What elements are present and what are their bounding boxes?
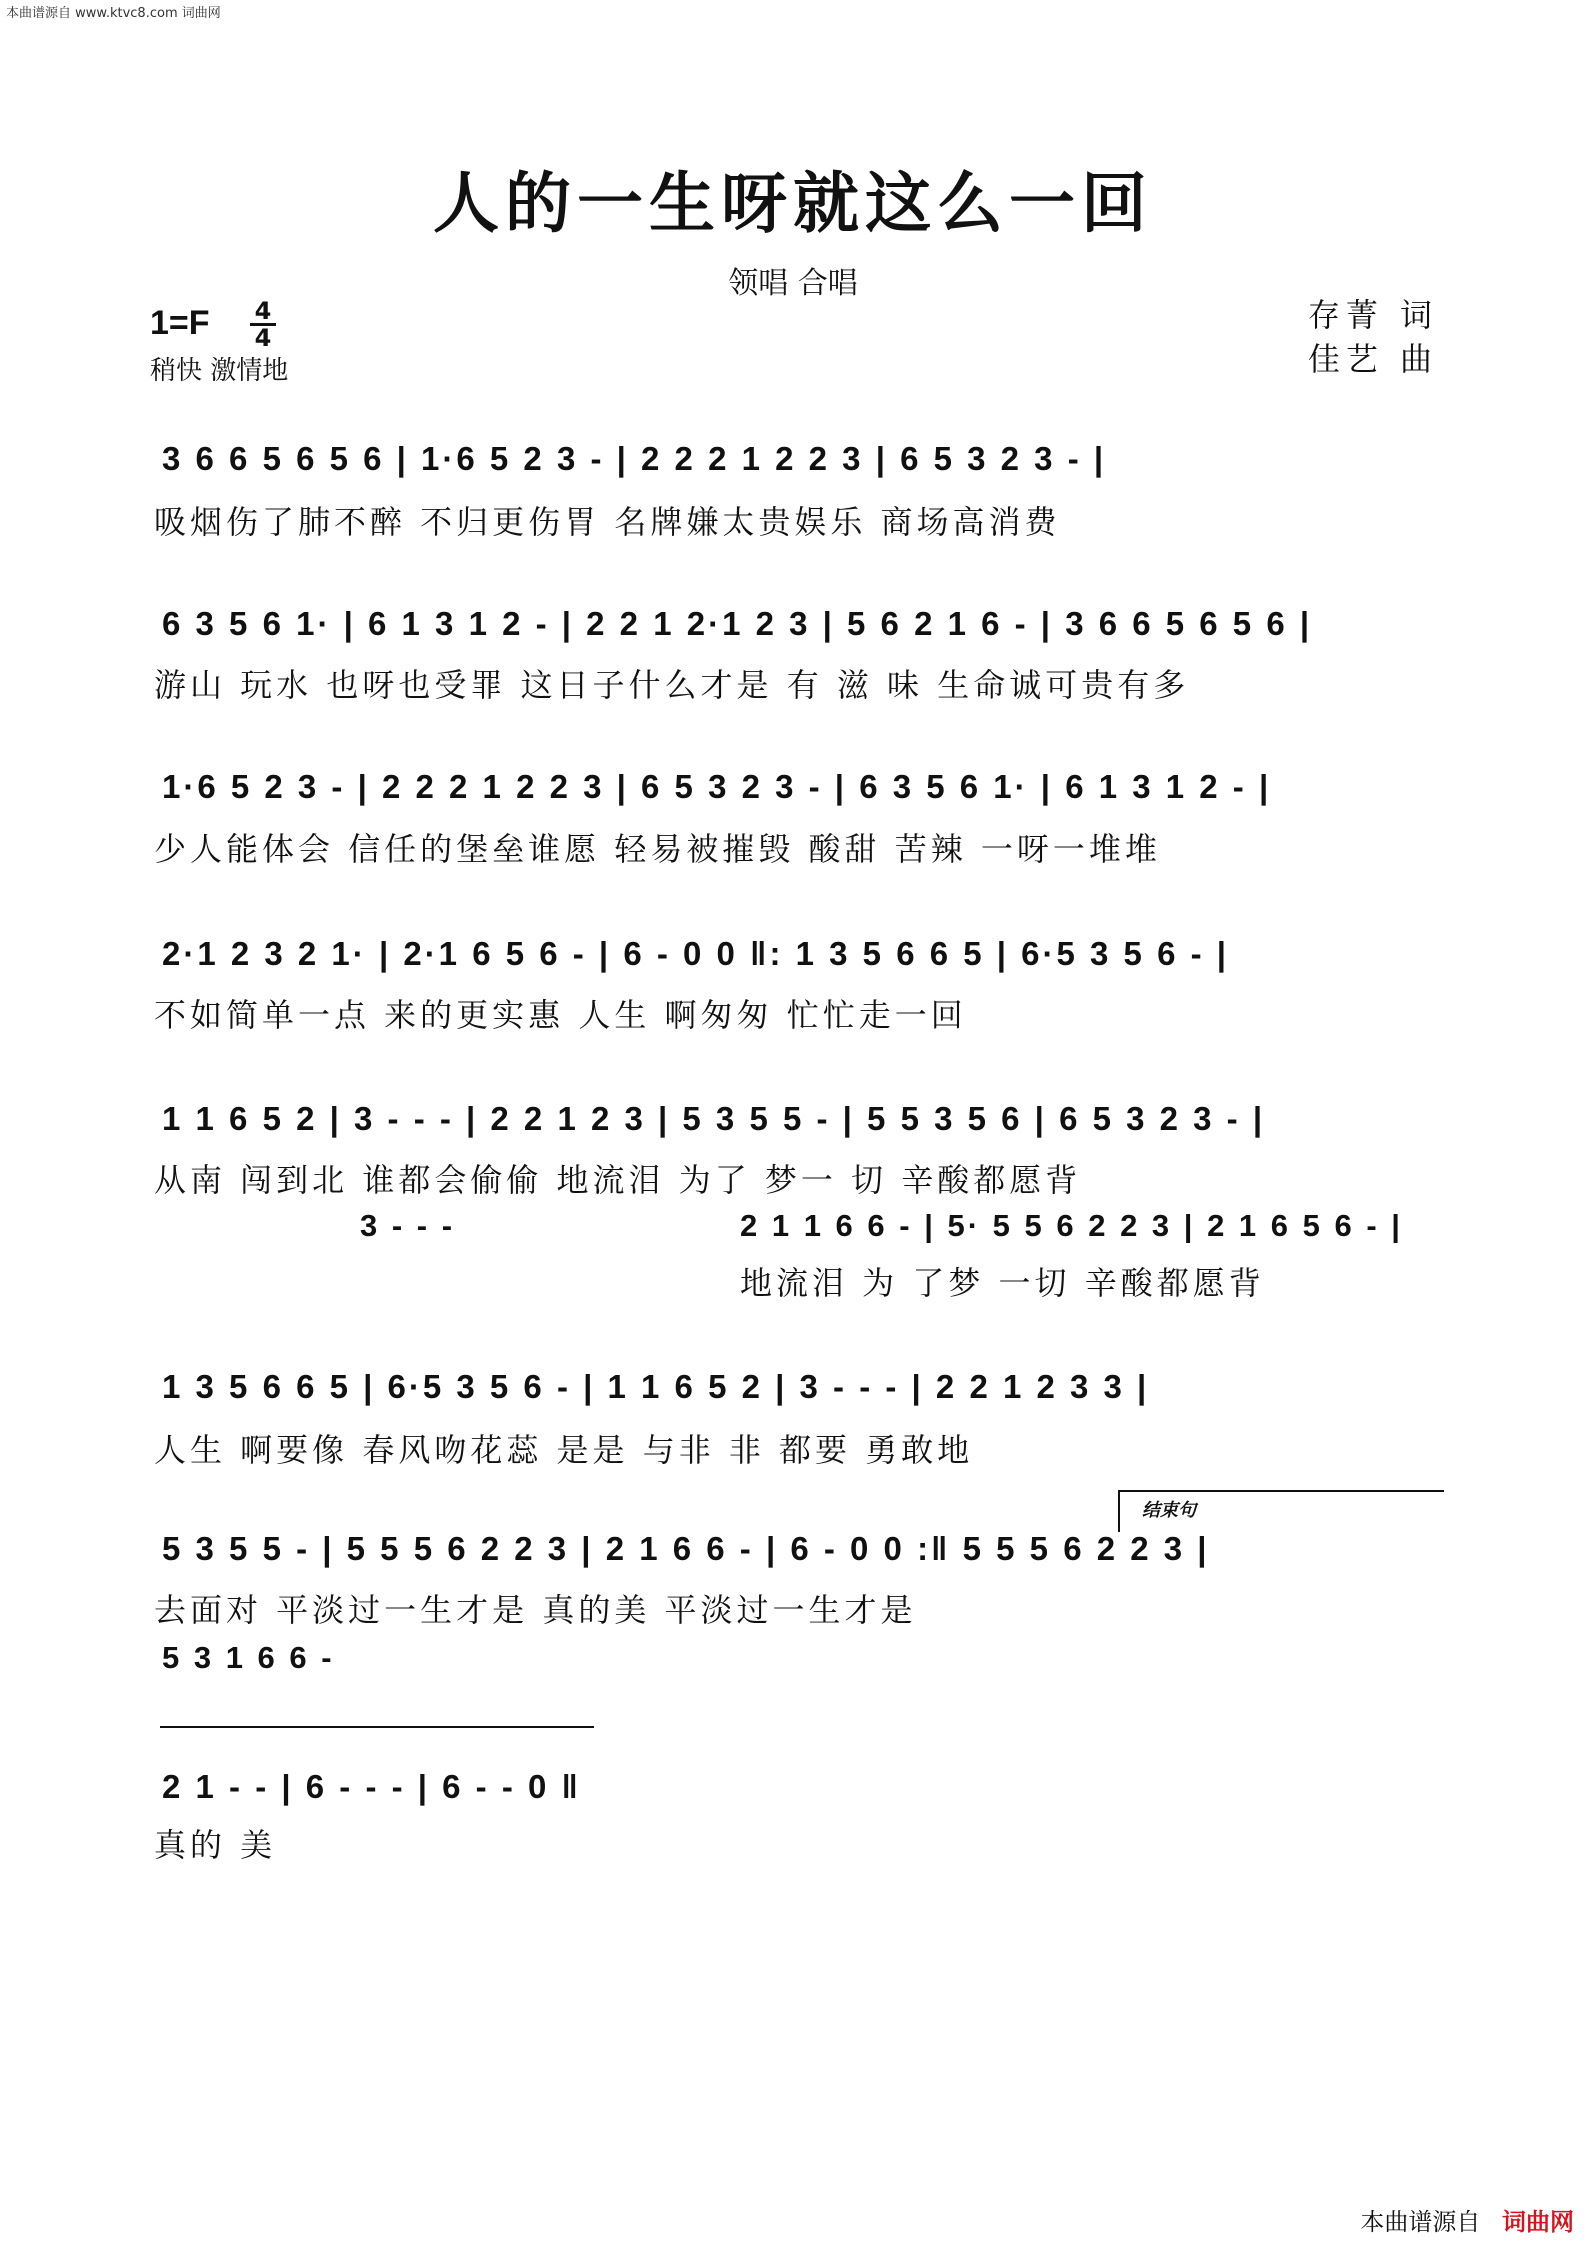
final-bracket-line <box>160 1726 594 1728</box>
meter-bottom: 4 <box>254 324 272 352</box>
top-watermark: 本曲谱源自 www.ktvc8.com 词曲网 <box>6 6 221 21</box>
notation-line-6: 1 3 5 6 6 5 | 6·5 3 5 6 - | 1 1 6 5 2 | 3 - - - | 2 2 1 2 3 3 | <box>162 1368 1150 1405</box>
lyric-line-2: 游山 玩水 也呀也受罪 这日子什么才是 有 滋 味 生命诚可贵有多 <box>154 666 1190 704</box>
lyric-line-7: 去面对 平淡过一生才是 真的美 平淡过一生才是 <box>154 1591 917 1629</box>
notation-line-4: 2·1 2 3 2 1· | 2·1 6 5 6 - | 6 - 0 0 ‖: 1 3 5 6 6 5 | 6·5 3 5 6 - | <box>162 935 1229 972</box>
composer-credit: 佳艺 曲 <box>1307 340 1438 378</box>
song-subtitle: 领唱 合唱 <box>728 266 858 301</box>
watermark-site: 词曲网 <box>1502 2208 1574 2236</box>
notation-line-8: 2 1 - - | 6 - - - | 6 - - 0 ‖ <box>162 1768 581 1805</box>
notation-line-2: 6 3 5 6 1· | 6 1 3 1 2 - | 2 2 1 2·1 2 3 | 5 6 2 1 6 - | 3 6 6 5 6 5 6 | <box>162 605 1313 642</box>
harmony-notation-7: 5 3 1 6 6 - <box>162 1640 335 1675</box>
lyric-line-6: 人生 啊要像 春风吻花蕊 是是 与非 非 都要 勇敢地 <box>154 1431 974 1469</box>
ending-label: 结束句 <box>1142 1500 1196 1521</box>
tempo-marking: 稍快 激情地 <box>150 356 289 386</box>
harmony-notation-5a: 3 - - - <box>360 1208 456 1243</box>
meter-top: 4 <box>254 297 272 325</box>
notation-line-7: 5 3 5 5 - | 5 5 5 6 2 2 3 | 2 1 6 6 - | 6 - 0 0 :‖ 5 5 5 6 2 2 3 | <box>162 1530 1210 1567</box>
lyric-line-3: 少人能体会 信任的堡垒谁愿 轻易被摧毁 酸甜 苦辣 一呀一堆堆 <box>154 830 1161 868</box>
notation-line-5: 1 1 6 5 2 | 3 - - - | 2 2 1 2 3 | 5 3 5 5 - | 5 5 3 5 6 | 6 5 3 2 3 - | <box>162 1100 1266 1137</box>
harmony-notation-5b: 2 1 1 6 6 - | 5· 5 5 6 2 2 3 | 2 1 6 5 6 - | <box>740 1208 1403 1243</box>
song-title: 人的一生呀就这么一回 <box>433 164 1153 242</box>
lyricist-credit: 存菁 词 <box>1307 296 1438 334</box>
watermark-source: 本曲谱源自 <box>1360 2208 1481 2236</box>
lyric-line-1: 吸烟伤了肺不醉 不归更伤胃 名牌嫌太贵娱乐 商场高消费 <box>154 503 1061 541</box>
notation-line-1: 3 6 6 5 6 5 6 | 1·6 5 2 3 - | 2 2 2 1 2 2 3 | 6 5 3 2 3 - | <box>162 440 1107 477</box>
notation-line-3: 1·6 5 2 3 - | 2 2 2 1 2 2 3 | 6 5 3 2 3 - | 6 3 5 6 1· | 6 1 3 1 2 - | <box>162 768 1272 805</box>
lyric-line-4: 不如简单一点 来的更实惠 人生 啊匆匆 忙忙走一回 <box>154 996 967 1034</box>
bottom-watermark <box>1360 2202 1574 2237</box>
harmony-lyric-5: 地流泪 为 了梦 一切 辛酸都愿背 <box>740 1264 1265 1302</box>
lyric-line-8: 真的 美 <box>154 1826 277 1864</box>
key-signature: 1=F <box>150 304 210 342</box>
time-signature <box>250 297 276 352</box>
lyric-line-5: 从南 闯到北 谁都会偷偷 地流泪 为了 梦一 切 辛酸都愿背 <box>154 1161 1082 1199</box>
